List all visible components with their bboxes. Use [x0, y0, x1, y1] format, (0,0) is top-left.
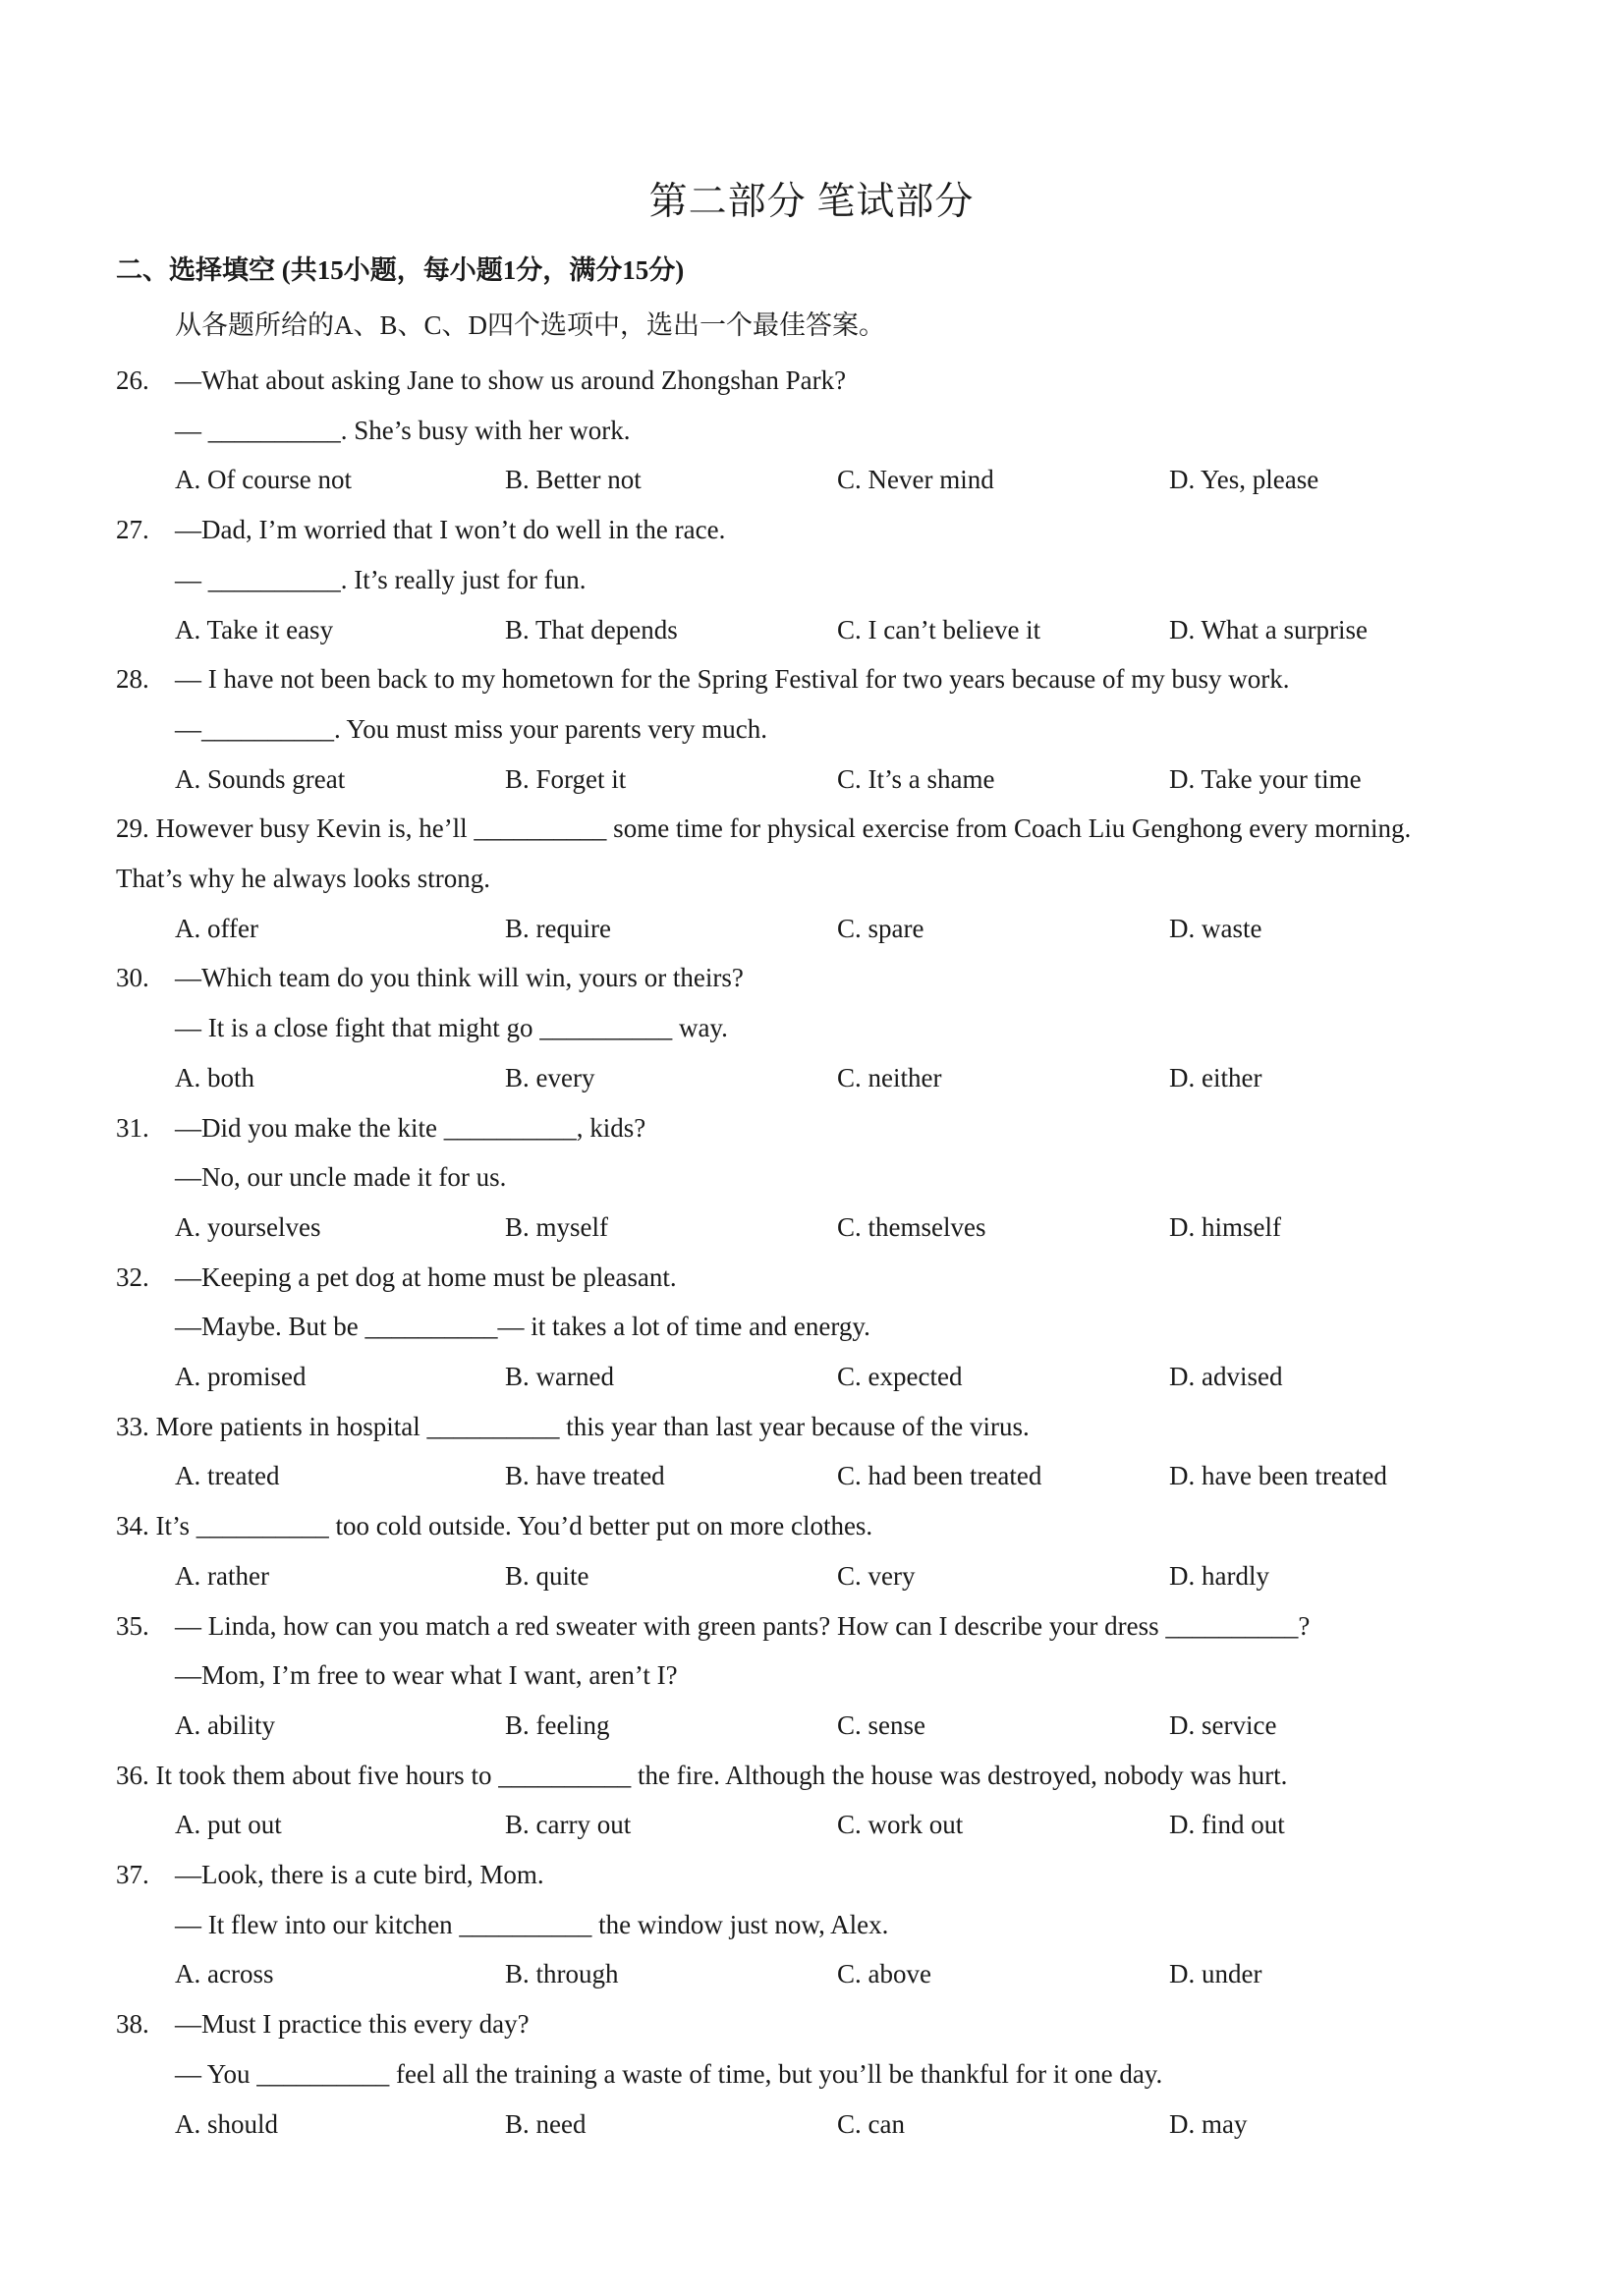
question-text: — You __________ feel all the training a waste of time, but you’ll be thankful for it one day. [175, 2058, 1163, 2089]
answer-option[interactable]: B. Better not [505, 465, 642, 495]
answer-option[interactable]: D. may [1169, 2108, 1248, 2139]
answer-option[interactable]: D. have been treated [1169, 1461, 1387, 1491]
answer-option[interactable]: A. offer [175, 913, 258, 943]
answer-option[interactable]: D. find out [1169, 1810, 1285, 1840]
page-title: 第二部分 笔试部分 [648, 181, 975, 223]
question-text: 33. More patients in hospital __________ this year than last year because of the virus. [116, 1411, 1030, 1441]
question-text: —Must I practice this every day? [175, 2009, 530, 2040]
answer-option[interactable]: A. promised [175, 1362, 307, 1391]
answer-option[interactable]: C. very [837, 1560, 916, 1591]
answer-option[interactable]: C. It’s a shame [837, 763, 995, 794]
answer-option[interactable]: B. warned [505, 1362, 614, 1391]
answer-option[interactable]: C. neither [837, 1062, 942, 1092]
question-text: 34. It’s __________ too cold outside. You’d better put on more clothes. [116, 1511, 873, 1541]
answer-option[interactable]: B. Forget it [505, 763, 627, 794]
question-text: That’s why he always looks strong. [116, 864, 490, 893]
answer-option[interactable]: D. either [1169, 1062, 1262, 1092]
question-number: 37. [116, 1860, 149, 1889]
question-number: 35. [116, 1610, 149, 1641]
question-text: —Which team do you think will win, yours or theirs? [175, 963, 744, 993]
answer-option[interactable]: A. across [175, 1959, 274, 1989]
answer-option[interactable]: A. Of course not [175, 465, 352, 495]
question-number: 31. [116, 1112, 149, 1143]
question-text: — I have not been back to my hometown for the Spring Festival for two years because of my busy work. [175, 664, 1290, 695]
answer-option[interactable]: B. That depends [505, 614, 678, 644]
question-text: —Dad, I’m worried that I won’t do well in the race. [175, 515, 726, 545]
answer-option[interactable]: C. I can’t believe it [837, 614, 1041, 644]
answer-option[interactable]: B. carry out [505, 1810, 632, 1840]
answer-option[interactable]: A. rather [175, 1560, 269, 1591]
answer-option[interactable]: A. Take it easy [175, 614, 334, 644]
answer-option[interactable]: D. advised [1169, 1362, 1283, 1391]
question-text: 36. It took them about five hours to __________ the fire. Although the house was destroyed, nobody was hurt. [116, 1760, 1288, 1790]
answer-option[interactable]: D. waste [1169, 913, 1262, 943]
answer-option[interactable]: C. had been treated [837, 1461, 1042, 1491]
answer-option[interactable]: D. under [1169, 1959, 1262, 1989]
question-text: —Look, there is a cute bird, Mom. [175, 1860, 544, 1889]
question-number: 38. [116, 2009, 149, 2040]
answer-option[interactable]: C. themselves [837, 1211, 986, 1242]
answer-option[interactable]: A. both [175, 1062, 254, 1092]
answer-option[interactable]: A. put out [175, 1810, 282, 1840]
section-heading: 二、选择填空 (共15小题，每小题1分，满分15分) [116, 255, 685, 285]
question-text: —What about asking Jane to show us around Zhongshan Park? [175, 365, 847, 395]
answer-option[interactable]: C. Never mind [837, 465, 994, 495]
question-text: —__________. You must miss your parents very much. [175, 713, 767, 744]
answer-option[interactable]: A. should [175, 2108, 279, 2139]
question-text: —Maybe. But be __________— it takes a lot of time and energy. [175, 1312, 870, 1342]
question-text: —Did you make the kite __________, kids? [175, 1112, 646, 1143]
question-text: — Linda, how can you match a red sweater with green pants? How can I describe your dress __________? [175, 1610, 1311, 1641]
answer-option[interactable]: B. myself [505, 1211, 608, 1242]
answer-option[interactable]: B. feeling [505, 1709, 610, 1740]
answer-option[interactable]: D. hardly [1169, 1560, 1269, 1591]
answer-option[interactable]: B. need [505, 2108, 587, 2139]
question-text: —Mom, I’m free to wear what I want, aren’t I? [175, 1660, 678, 1691]
question-text: — __________. It’s really just for fun. [175, 564, 587, 594]
answer-option[interactable]: B. have treated [505, 1461, 665, 1491]
answer-option[interactable]: D. Yes, please [1169, 465, 1319, 495]
answer-option[interactable]: C. work out [837, 1810, 964, 1840]
answer-option[interactable]: D. himself [1169, 1211, 1281, 1242]
answer-option[interactable]: B. through [505, 1959, 619, 1989]
answer-option[interactable]: B. quite [505, 1560, 589, 1591]
answer-option[interactable]: C. sense [837, 1709, 925, 1740]
section-instruction: 从各题所给的A、B、C、D四个选项中，选出一个最佳答案。 [175, 310, 886, 340]
answer-option[interactable]: D. Take your time [1169, 763, 1362, 794]
answer-option[interactable]: C. expected [837, 1362, 963, 1391]
question-text: — It flew into our kitchen __________ the window just now, Alex. [175, 1909, 889, 1939]
answer-option[interactable]: C. can [837, 2108, 905, 2139]
answer-option[interactable]: C. spare [837, 913, 924, 943]
answer-option[interactable]: D. What a surprise [1169, 614, 1368, 644]
answer-option[interactable]: A. Sounds great [175, 763, 346, 794]
question-number: 32. [116, 1261, 149, 1292]
question-text: — It is a close fight that might go __________ way. [175, 1013, 728, 1043]
answer-option[interactable]: A. yourselves [175, 1211, 321, 1242]
answer-option[interactable]: B. require [505, 913, 611, 943]
question-number: 26. [116, 365, 149, 395]
question-number: 28. [116, 664, 149, 695]
question-text: —No, our uncle made it for us. [175, 1162, 507, 1193]
answer-option[interactable]: D. service [1169, 1709, 1277, 1740]
question-text: — __________. She’s busy with her work. [175, 415, 631, 445]
question-text: 29. However busy Kevin is, he’ll __________ some time for physical exercise from Coach Liu Genghong every morning. [116, 813, 1412, 844]
question-text: —Keeping a pet dog at home must be pleasant. [175, 1261, 677, 1292]
answer-option[interactable]: C. above [837, 1959, 931, 1989]
question-number: 30. [116, 963, 149, 993]
answer-option[interactable]: A. ability [175, 1709, 275, 1740]
answer-option[interactable]: B. every [505, 1062, 595, 1092]
answer-option[interactable]: A. treated [175, 1461, 280, 1491]
question-number: 27. [116, 515, 149, 545]
